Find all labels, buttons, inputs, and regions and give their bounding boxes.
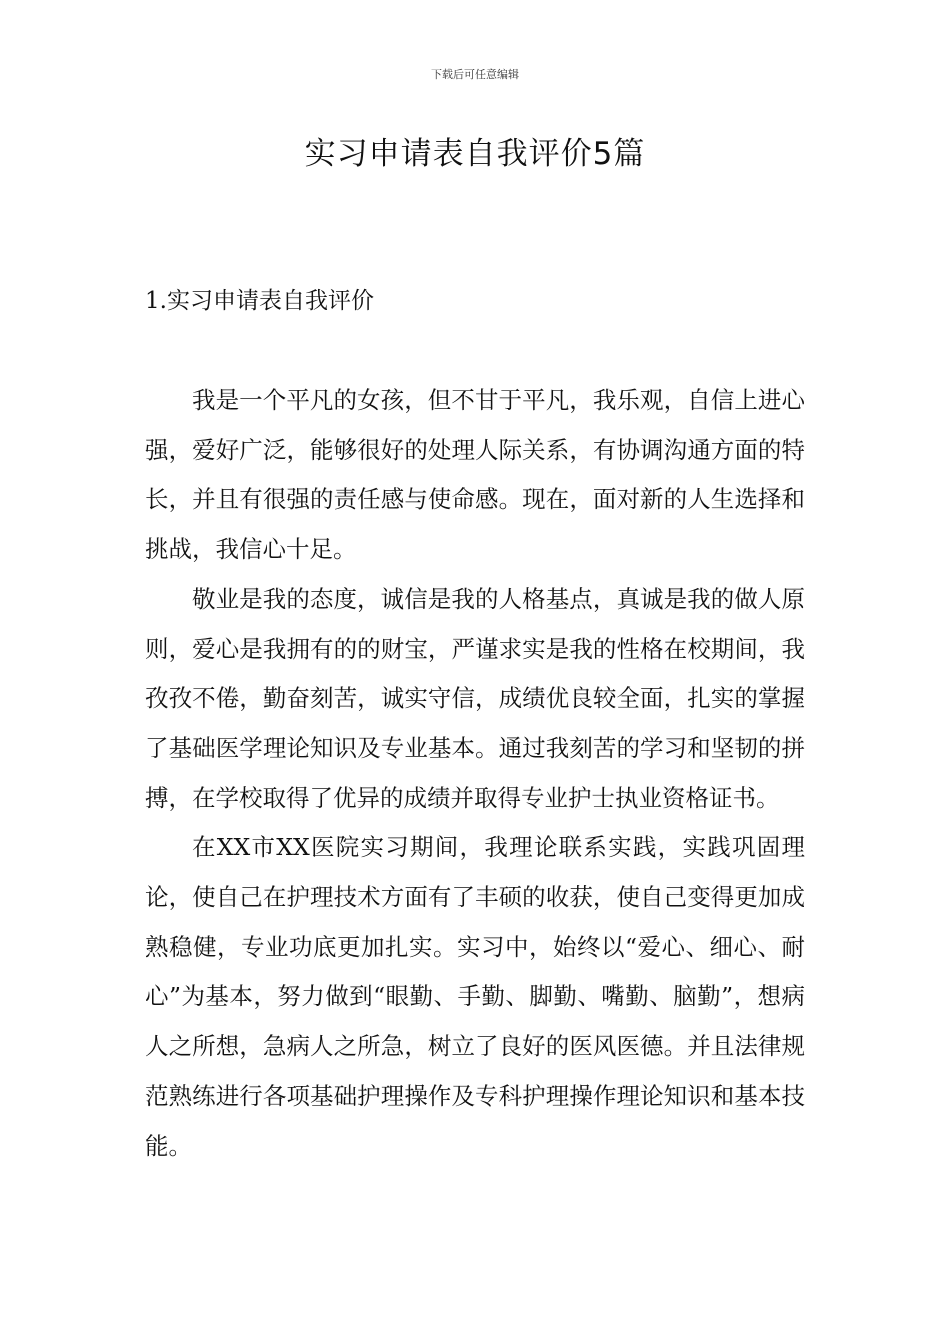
header-note: 下载后可任意编辑: [431, 68, 519, 81]
section-heading: 1.实习申请表自我评价: [145, 288, 374, 314]
document-title: 实习申请表自我评价5篇: [304, 136, 646, 172]
paragraph: 敬业是我的态度，诚信是我的人格基点，真诚是我的做人原则，爱心是我拥有的的财宝，严谨求实是我的性格在校期间，我孜孜不倦，勤奋刻苦，诚实守信，成绩优良较全面，扎实的掌握了基础医学理论知识及专业基本。通过我刻苦的学习和坚韧的拼搏，在学校取得了优异的成绩并取得专业护士执业资格证书。: [145, 584, 805, 812]
paragraph: 在XX市XX医院实习期间，我理论联系实践，实践巩固理论，使自己在护理技术方面有了丰硕的收获，使自己变得更加成熟稳健，专业功底更加扎实。实习中，始终以“爱心、细心、耐心”为基本，努力做到“眼勤、手勤、脚勤、嘴勤、脑勤”，想病人之所想，急病人之所急，树立了良好的医风医德。并且法律规范熟练进行各项基础护理操作及专科护理操作理论知识和基本技能。: [145, 833, 805, 1160]
paragraph: 我是一个平凡的女孩，但不甘于平凡，我乐观，自信上进心强，爱好广泛，能够很好的处理人际关系，有协调沟通方面的特长，并且有很强的责任感与使命感。现在，面对新的人生选择和挑战，我信心十足。: [145, 386, 805, 564]
body-text: [145, 376, 805, 1171]
